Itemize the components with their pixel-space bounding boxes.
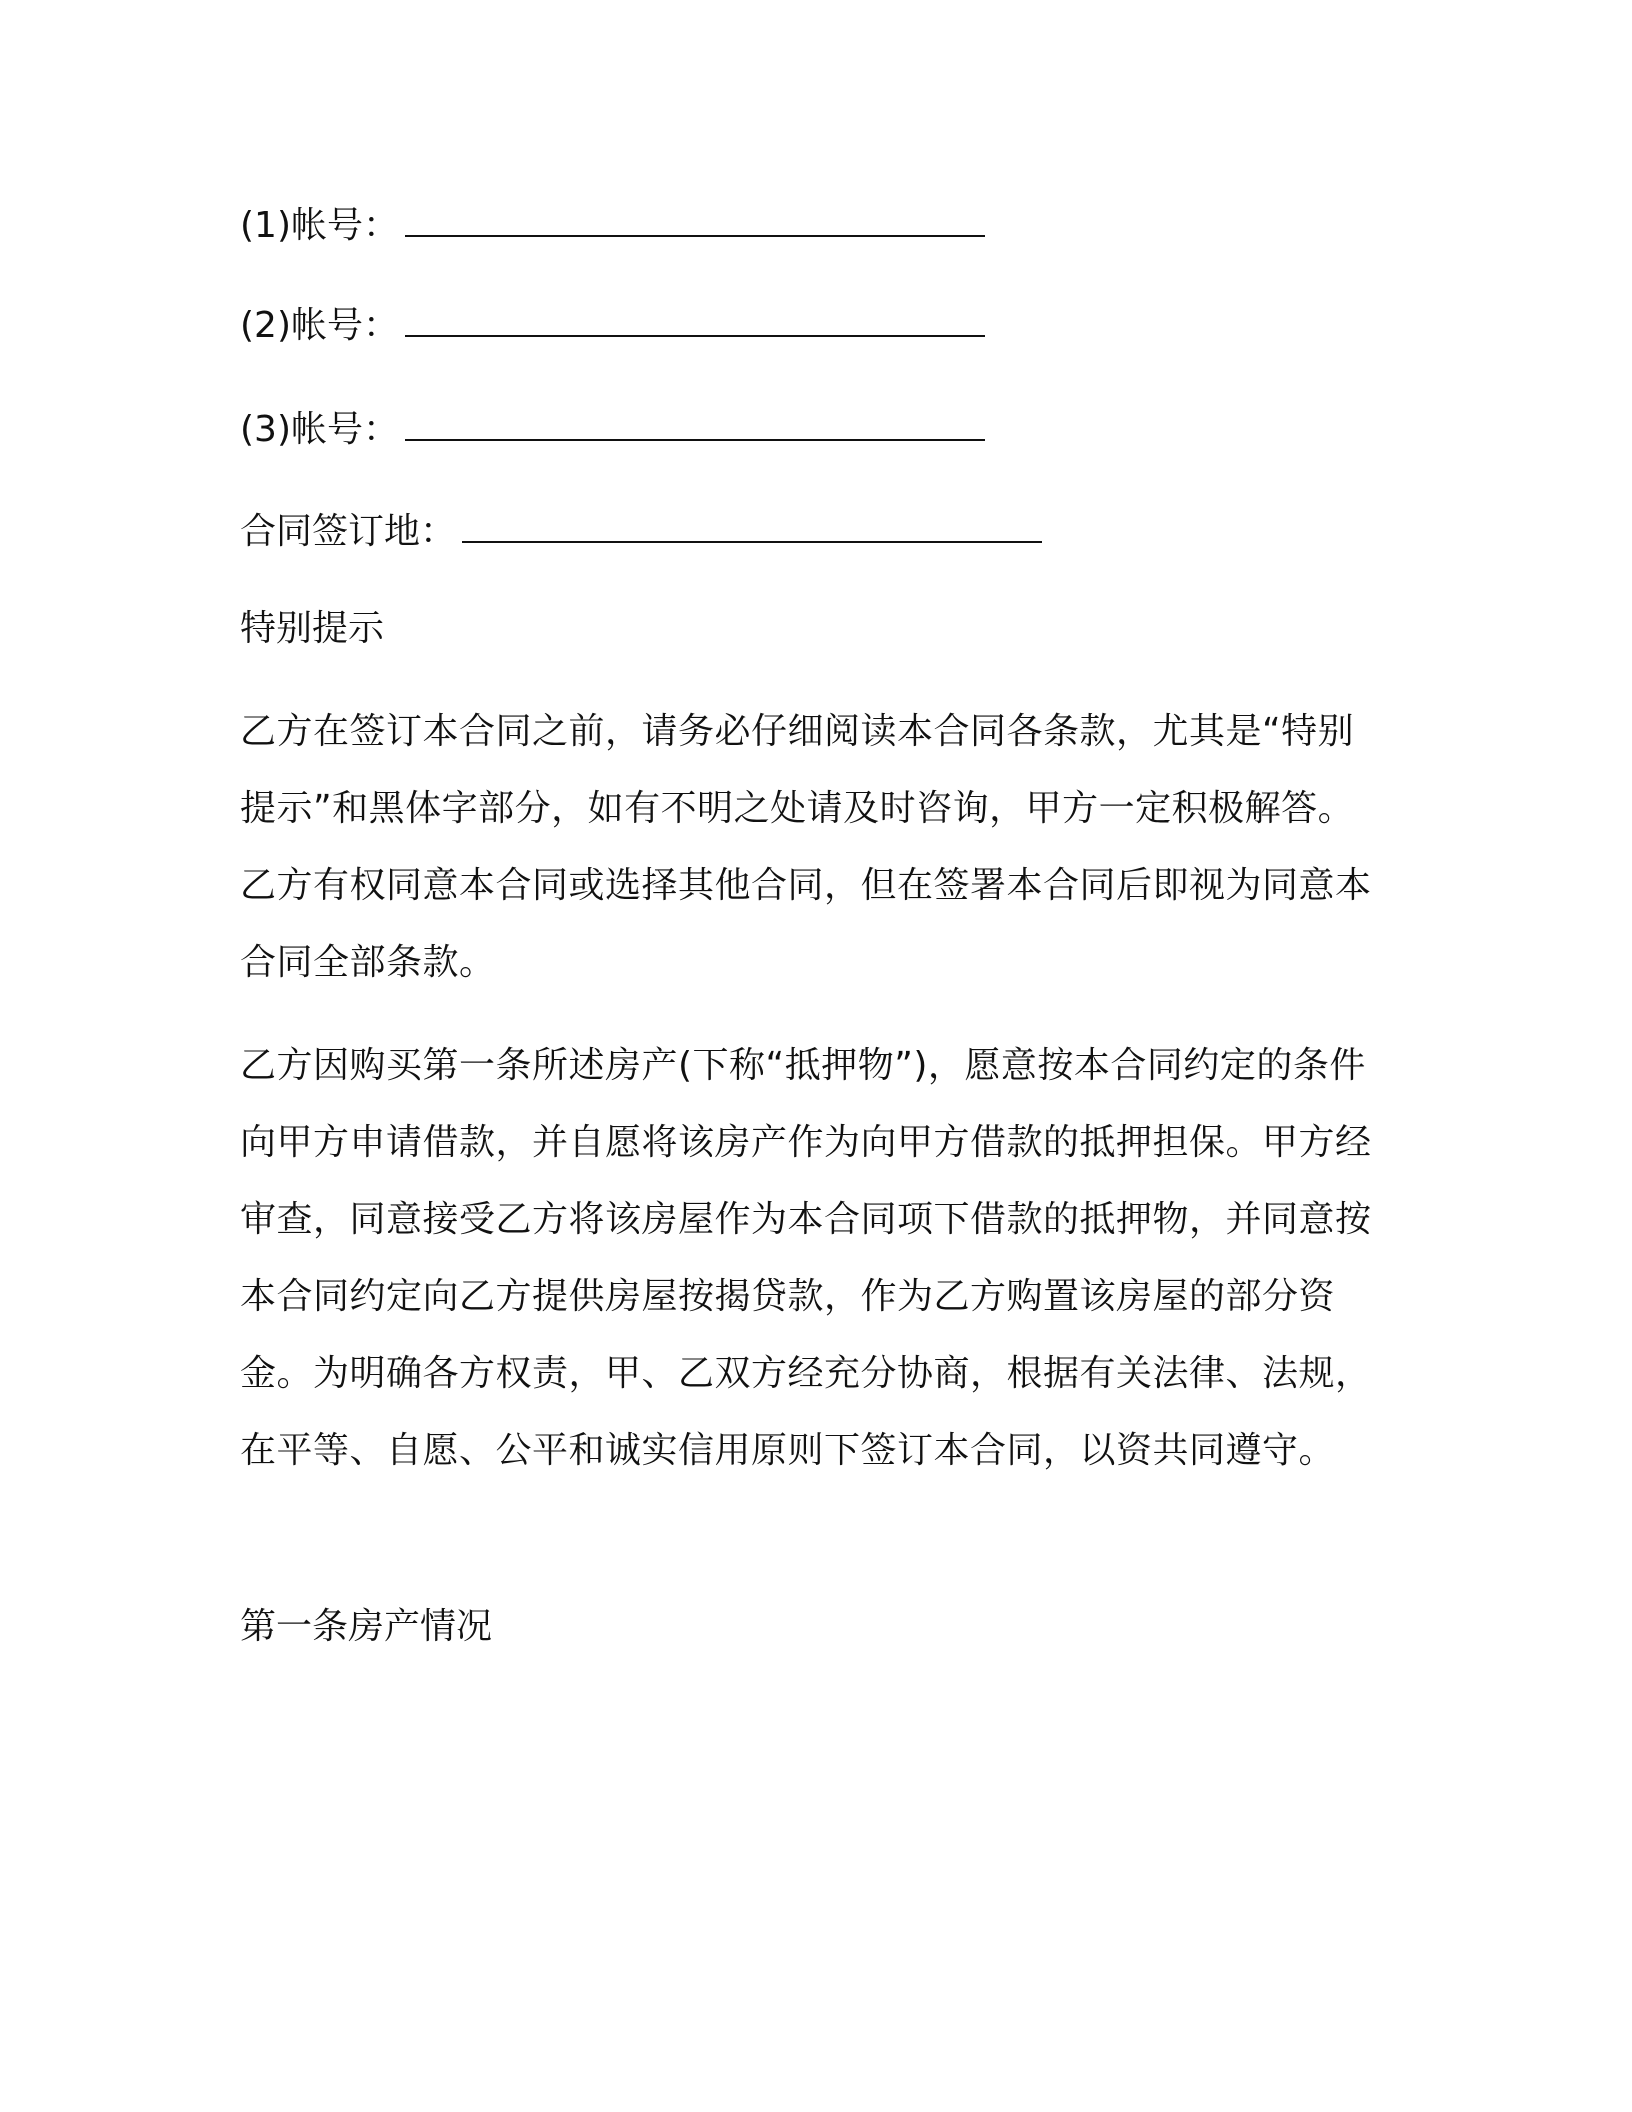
account-line-3 bbox=[240, 406, 985, 454]
article-one-heading: 第一条房产情况 bbox=[240, 1606, 493, 1647]
sign-place-blank bbox=[462, 519, 1042, 543]
account-blank bbox=[405, 213, 985, 237]
account-label: (3)帐号： bbox=[240, 409, 399, 450]
account-blank bbox=[405, 417, 985, 441]
account-line-1 bbox=[240, 202, 985, 250]
account-label: (2)帐号： bbox=[240, 305, 399, 346]
preamble-paragraph: 乙方因购买第一条所述房产(下称“抵押物”)，愿意按本合同约定的条件向甲方申请借款，并自愿将该房产作为向甲方借款的抵押担保。甲方经审查，同意接受乙方将该房屋作为本合同项下借款的抵押物，并同意按本合同约定向乙方提供房屋按揭贷款，作为乙方购置该房屋的部分资金。为明确各方权责，甲、乙双方经充分协商，根据有关法律、法规，在平等、自愿、公平和诚实信用原则下签订本合同，以资共同遵守。 bbox=[240, 1045, 1372, 1471]
account-blank bbox=[405, 313, 985, 337]
sign-place-line bbox=[240, 508, 1042, 556]
sign-place-label: 合同签订地： bbox=[240, 511, 457, 552]
special-notice-heading: 特别提示 bbox=[240, 608, 385, 649]
special-notice-paragraph: 乙方在签订本合同之前，请务必仔细阅读本合同各条款，尤其是“特别提示”和黑体字部分，如有不明之处请及时咨询，甲方一定积极解答。乙方有权同意本合同或选择其他合同，但在签署本合同后即视为同意本合同全部条款。 bbox=[240, 711, 1372, 983]
account-label: (1)帐号： bbox=[240, 205, 399, 246]
account-line-2 bbox=[240, 302, 985, 350]
